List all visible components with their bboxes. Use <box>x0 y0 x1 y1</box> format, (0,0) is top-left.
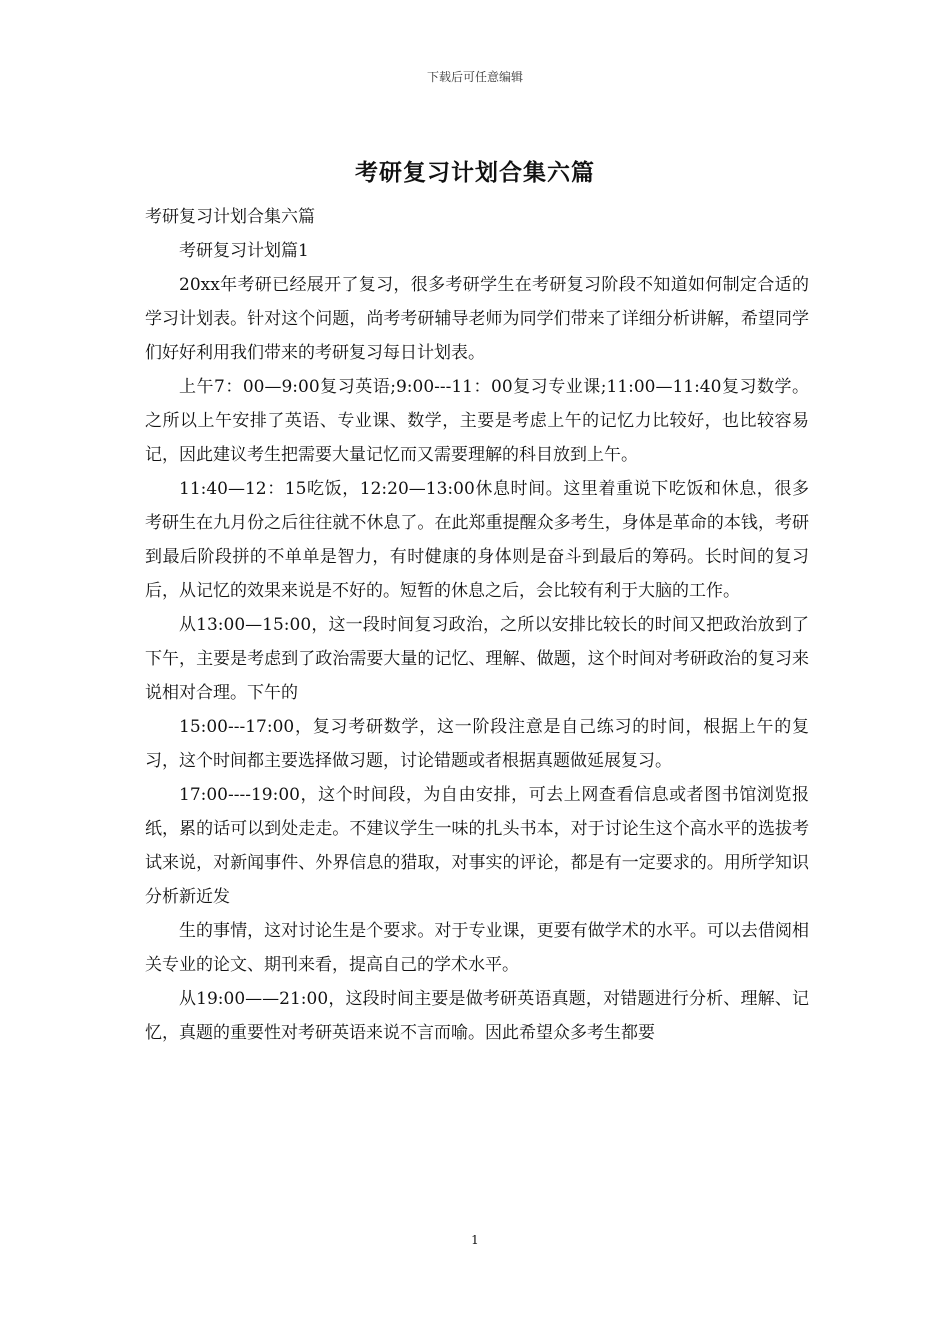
page-number: 1 <box>471 1233 479 1247</box>
paragraph: 生的事情，这对讨论生是个要求。对于专业课，更要有做学术的水平。可以去借阅相关专业的论文、期刊来看，提高自己的学术水平。 <box>145 921 809 975</box>
document-subtitle: 考研复习计划合集六篇 <box>145 207 315 227</box>
section-heading: 考研复习计划篇1 <box>179 241 309 261</box>
paragraph: 20xx年考研已经展开了复习，很多考研学生在考研复习阶段不知道如何制定合适的学习计划表。针对这个问题，尚考考研辅导老师为同学们带来了详细分析讲解，希望同学们好好利用我们带来的考研复习每日计划表。 <box>145 275 809 363</box>
document-body <box>145 200 809 1050</box>
page-header-note: 下载后可任意编辑 <box>426 70 523 84</box>
paragraph: 上午7：00—9:00复习英语;9:00---11：00复习专业课;11:00—11:40复习数学。之所以上午安排了英语、专业课、数学，主要是考虑上午的记忆力比较好，也比较容易记，因此建议考生把需要大量记忆而又需要理解的科目放到上午。 <box>145 377 809 465</box>
paragraph: 从13:00—15:00，这一段时间复习政治，之所以安排比较长的时间又把政治放到了下午，主要是考虑到了政治需要大量的记忆、理解、做题，这个时间对考研政治的复习来说相对合理。下午的 <box>145 615 809 703</box>
document-title: 考研复习计划合集六篇 <box>355 159 595 186</box>
paragraph: 从19:00——21:00，这段时间主要是做考研英语真题，对错题进行分析、理解、记忆，真题的重要性对考研英语来说不言而喻。因此希望众多考生都要 <box>145 989 809 1043</box>
paragraph: 15:00---17:00，复习考研数学，这一阶段注意是自己练习的时间，根据上午的复习，这个时间都主要选择做习题，讨论错题或者根据真题做延展复习。 <box>145 717 809 771</box>
paragraph: 11:40—12：15吃饭，12:20—13:00休息时间。这里着重说下吃饭和休息，很多考研生在九月份之后往往就不休息了。在此郑重提醒众多考生，身体是革命的本钱，考研到最后阶段拼的不单单是智力，有时健康的身体则是奋斗到最后的筹码。长时间的复习后，从记忆的效果来说是不好的。短暂的休息之后，会比较有利于大脑的工作。 <box>145 479 809 601</box>
paragraph: 17:00----19:00，这个时间段，为自由安排，可去上网查看信息或者图书馆浏览报纸，累的话可以到处走走。不建议学生一味的扎头书本，对于讨论生这个高水平的选拔考试来说，对新闻事件、外界信息的猎取，对事实的评论，都是有一定要求的。用所学知识分析新近发 <box>145 785 809 907</box>
